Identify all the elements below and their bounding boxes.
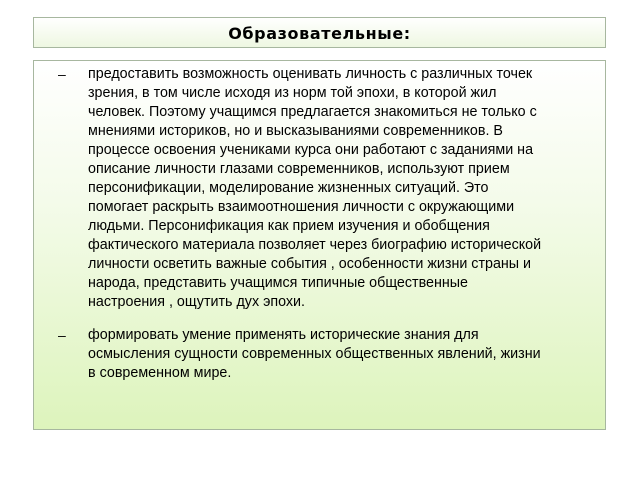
text-line: описание личности глазами современников, используют прием (88, 161, 510, 177)
text-line: мнениями историков, но и высказываниями современников. В (88, 123, 503, 139)
content-box (33, 60, 606, 430)
text-line: настроения , ощутить дух эпохи. (88, 294, 306, 310)
text-line: народа, представить учащимся типичные общественные (88, 275, 468, 291)
text-line: персонификации, моделирование жизненных ситуаций. Это (88, 180, 489, 196)
text-line: формировать умение применять исторические знания для (88, 327, 479, 343)
dash-bullet-icon: – (58, 327, 66, 343)
text-line: помогает раскрыть взаимоотношения личности с окружающими (88, 199, 515, 215)
text-line: зрения, в том числе исходя из норм той эпохи, в которой жил (88, 85, 497, 101)
text-line: в современном мире. (88, 365, 232, 381)
list-item-text (88, 326, 601, 383)
text-line: процессе освоения учениками курса они работают с заданиями на (88, 142, 534, 158)
text-line: предоставить возможность оценивать личность с различных точек (88, 66, 533, 82)
text-line: фактического материала позволяет через биографию исторической (88, 237, 542, 253)
text-line: личности осветить важные события , особенности жизни страны и (88, 256, 532, 272)
text-line: осмысления сущности современных общественных явлений, жизни (88, 346, 541, 362)
dash-bullet-icon: – (58, 66, 66, 82)
slide-title: Образовательные: (228, 24, 411, 43)
title-box (33, 17, 606, 48)
text-line: людьми. Персонификация как прием изучения и обобщения (88, 218, 490, 234)
list-item-text (88, 65, 601, 312)
text-line: человек. Поэтому учащимся предлагается знакомиться не только с (88, 104, 537, 120)
